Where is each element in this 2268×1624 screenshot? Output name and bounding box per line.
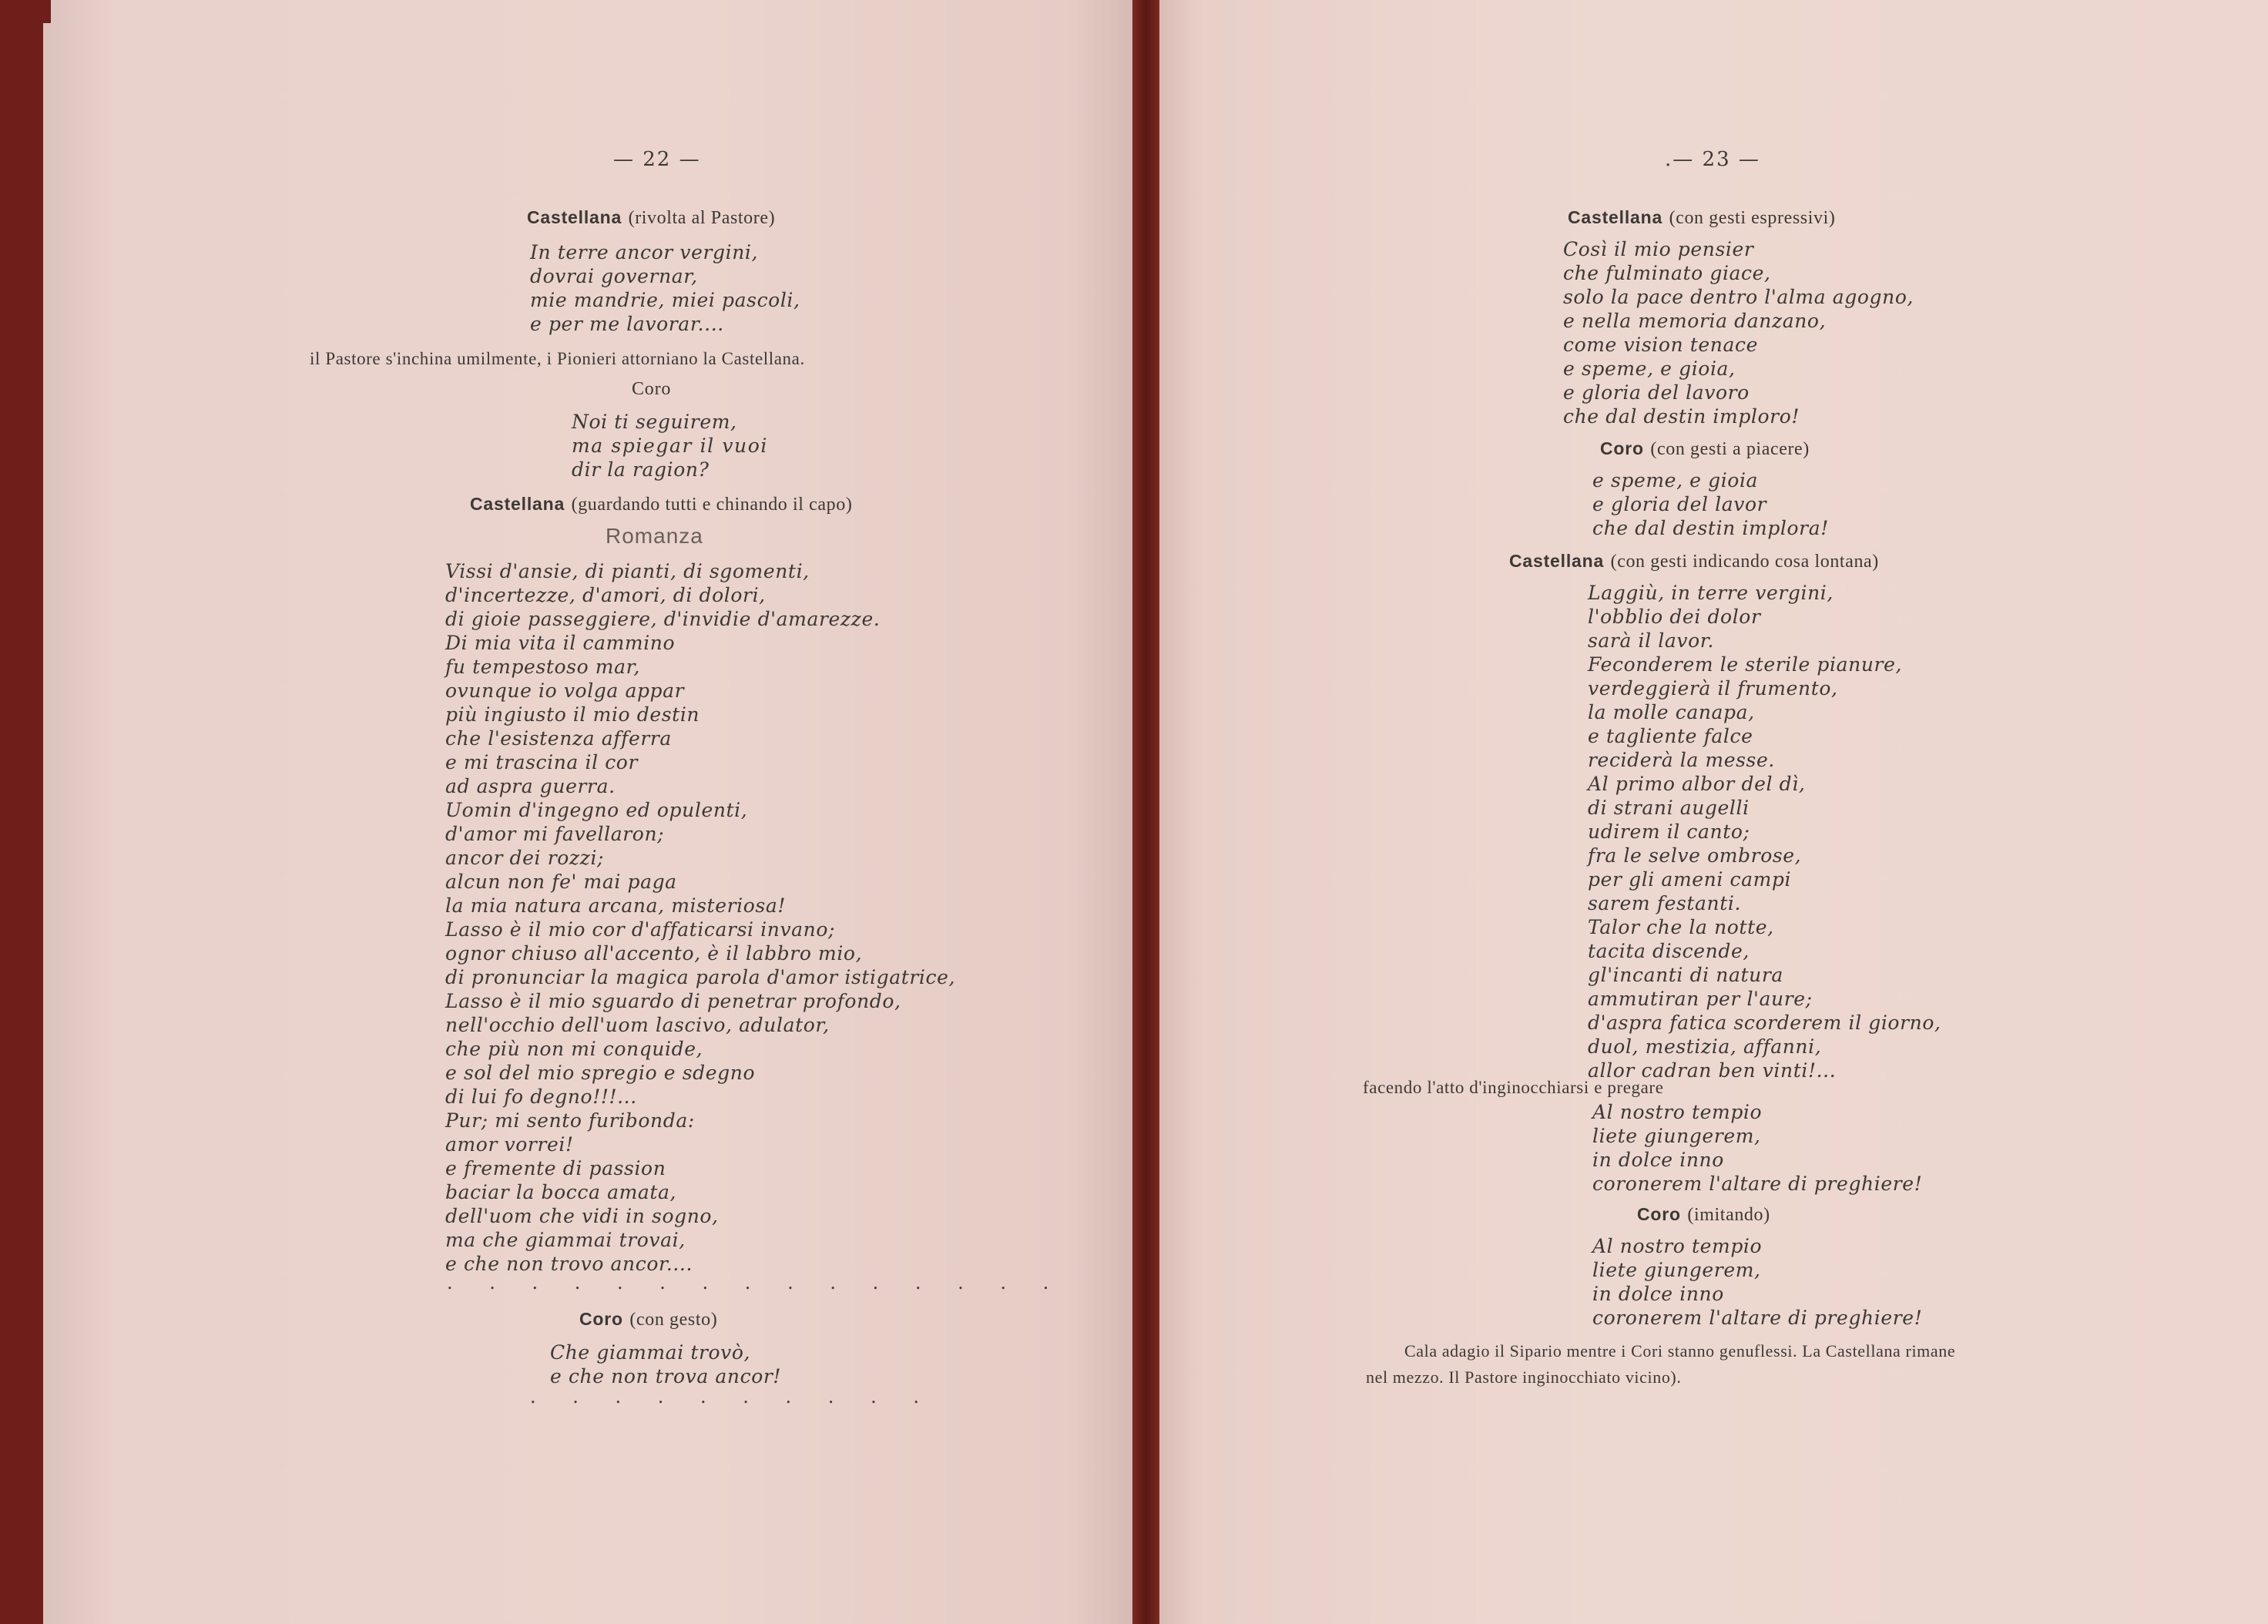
verse-line: ognor chiuso all'accento, è il labbro mio, bbox=[445, 942, 863, 965]
verse-line: fra le selve ombrose, bbox=[1588, 844, 1802, 867]
verse-line: Pur; mi sento furibonda: bbox=[445, 1109, 695, 1132]
verse-line: d'incertezze, d'amori, di dolori, bbox=[445, 584, 766, 606]
verse-line: sarem festanti. bbox=[1588, 892, 1742, 914]
speaker-coro: Coro bbox=[1637, 1204, 1681, 1224]
stage-direction: il Pastore s'inchina umilmente, i Pionieri attorniano la Castellana. bbox=[310, 349, 805, 368]
verse-line: che l'esistenza afferra bbox=[445, 727, 672, 750]
direction-guardando: (guardando tutti e chinando il capo) bbox=[571, 495, 853, 515]
book-gutter bbox=[1132, 0, 1159, 1624]
verse-line: e nella memoria danzano, bbox=[1563, 310, 1827, 332]
verse-line: Al nostro tempio bbox=[1592, 1101, 1763, 1123]
verse-line: la mia natura arcana, misteriosa! bbox=[445, 894, 786, 917]
verse-line: di pronunciar la magica parola d'amor istigatrice, bbox=[445, 966, 956, 988]
verse-line: ovunque io volga appar bbox=[445, 679, 685, 702]
verse-line: che dal destin imploro! bbox=[1563, 405, 1800, 428]
verse-line: tacita discende, bbox=[1588, 940, 1750, 962]
speaker-castellana: Castellana bbox=[1568, 207, 1663, 227]
verse-line: alcun non fe' mai paga bbox=[445, 871, 677, 893]
verse-line: baciar la bocca amata, bbox=[445, 1181, 677, 1203]
direction-rivolta: (rivolta al Pastore) bbox=[628, 208, 776, 228]
verse-line: e tagliente falce bbox=[1588, 725, 1753, 747]
verse-line: Di mia vita il cammino bbox=[445, 632, 676, 654]
verse-line: d'aspra fatica scorderem il giorno, bbox=[1588, 1012, 1941, 1034]
page-number-23: .— 23 — bbox=[1665, 148, 1760, 171]
speaker-coro: Coro bbox=[579, 1309, 623, 1329]
castellana-cue bbox=[527, 205, 775, 230]
verse-line: e per me lavorar.... bbox=[530, 313, 724, 335]
verse-line: fu tempestoso mar, bbox=[445, 656, 640, 678]
verse-line: e mi trascina il cor bbox=[445, 751, 639, 773]
castellana-cue bbox=[1568, 205, 1835, 230]
verse-line: liete giungerem, bbox=[1592, 1259, 1761, 1281]
romanza-title: Romanza bbox=[606, 524, 703, 548]
verse-line: Noi ti seguirem, bbox=[572, 411, 737, 433]
verse-line: di gioie passeggiere, d'invidie d'amarezze. bbox=[445, 608, 881, 630]
castellana-cue-2 bbox=[1509, 549, 1879, 574]
verse-line: e sol del mio spregio e sdegno bbox=[445, 1062, 756, 1084]
verse-line: e gloria del lavor bbox=[1592, 493, 1767, 515]
verse-line: dell'uom che vidi in sogno, bbox=[445, 1205, 719, 1227]
verse-line: Uomin d'ingegno ed opulenti, bbox=[445, 799, 748, 821]
verse-line: ma che giammai trovai, bbox=[445, 1229, 686, 1251]
verse-line: in dolce inno bbox=[1592, 1149, 1724, 1171]
verse-line: Al primo albor del dì, bbox=[1588, 773, 1806, 795]
verse-line: Talor che la notte, bbox=[1588, 916, 1774, 938]
verse-line: verdeggierà il frumento, bbox=[1588, 677, 1838, 700]
verse-line: e che non trovo ancor.... bbox=[445, 1253, 693, 1275]
ellipsis-dots: . . . . . . . . . . . . . . . bbox=[447, 1272, 1065, 1293]
verse-line: ammutiran per l'aure; bbox=[1588, 988, 1813, 1010]
verse-line: gl'incanti di natura bbox=[1588, 964, 1783, 986]
speaker-castellana: Castellana bbox=[1509, 551, 1605, 571]
verse-line: l'obblio dei dolor bbox=[1588, 606, 1761, 628]
verse-line: ma spiegar il vuoi bbox=[572, 435, 768, 457]
verse-line: In terre ancor vergini, bbox=[530, 241, 759, 263]
right-page bbox=[1159, 0, 2268, 1624]
verse-line: e che non trova ancor! bbox=[550, 1365, 782, 1387]
left-page bbox=[51, 0, 1132, 1624]
verse-line: più ingiusto il mio destin bbox=[445, 703, 700, 726]
verse-line: sarà il lavor. bbox=[1588, 629, 1715, 652]
verse-line: Laggiù, in terre vergini, bbox=[1588, 582, 1834, 604]
verse-line: che dal destin implora! bbox=[1592, 517, 1829, 539]
page-number-22: — 22 — bbox=[613, 148, 701, 171]
verse-line: mie mandrie, miei pascoli, bbox=[530, 289, 800, 311]
final-stage-direction: nel mezzo. Il Pastore inginocchiato vicino). bbox=[1366, 1367, 1682, 1387]
ellipsis-dots: . . . . . . . . . . bbox=[530, 1386, 934, 1408]
verse-line: ad aspra guerra. bbox=[445, 775, 616, 797]
verse-line: dir la ragion? bbox=[572, 458, 710, 481]
verse-line: d'amor mi favellaron; bbox=[445, 823, 665, 845]
verse-line: e gloria del lavoro bbox=[1563, 381, 1750, 404]
coro-cue bbox=[1600, 436, 1810, 461]
speaker-castellana: Castellana bbox=[470, 494, 565, 514]
verse-line: Che giammai trovò, bbox=[550, 1341, 751, 1364]
coro-cue-2 bbox=[1637, 1202, 1770, 1227]
castellana-cue-2 bbox=[470, 492, 852, 517]
speaker-castellana: Castellana bbox=[527, 207, 622, 227]
verse-line: Lasso è il mio cor d'affaticarsi invano; bbox=[445, 918, 836, 941]
direction-espressivi: (con gesti espressivi) bbox=[1669, 208, 1836, 228]
verse-line: la molle canapa, bbox=[1588, 701, 1755, 723]
verse-line: Feconderem le sterile pianure, bbox=[1588, 653, 1903, 676]
final-stage-direction: Cala adagio il Sipario mentre i Cori stanno genuflessi. La Castellana rimane bbox=[1404, 1341, 1956, 1361]
verse-line: dovrai governar, bbox=[530, 265, 698, 287]
verse-line: nell'occhio dell'uom lascivo, adulator, bbox=[445, 1014, 830, 1036]
verse-line: e speme, e gioia, bbox=[1563, 357, 1736, 380]
speaker-coro: Coro bbox=[1600, 438, 1644, 458]
verse-line: che più non mi conquide, bbox=[445, 1038, 703, 1060]
verse-line: Vissi d'ansie, di pianti, di sgomenti, bbox=[445, 560, 810, 582]
verse-line: ancor dei rozzi; bbox=[445, 847, 605, 869]
verse-line: di lui fo degno!!!... bbox=[445, 1085, 637, 1108]
verse-line: udirem il canto; bbox=[1588, 820, 1750, 843]
verse-line: per gli ameni campi bbox=[1588, 868, 1792, 891]
verse-line: Al nostro tempio bbox=[1592, 1235, 1763, 1257]
verse-line: solo la pace dentro l'alma agogno, bbox=[1563, 286, 1914, 308]
verse-line: che fulminato giace, bbox=[1563, 262, 1771, 284]
verse-line: di strani augelli bbox=[1588, 797, 1750, 819]
coro-cue-2 bbox=[579, 1307, 717, 1332]
verse-line: coronerem l'altare di preghiere! bbox=[1592, 1173, 1923, 1195]
verse-line: amor vorrei! bbox=[445, 1133, 574, 1156]
direction-imitando: (imitando) bbox=[1687, 1205, 1770, 1225]
verse-line: e speme, e gioia bbox=[1592, 469, 1759, 492]
verse-line: come vision tenace bbox=[1563, 334, 1758, 356]
stage-direction-kneel: facendo l'atto d'inginocchiarsi e pregare bbox=[1363, 1078, 1664, 1097]
direction-con-gesto: (con gesto) bbox=[629, 1310, 718, 1330]
direction-lontana: (con gesti indicando cosa lontana) bbox=[1610, 552, 1879, 572]
verse-line: allor cadran ben vinti!... bbox=[1588, 1059, 1837, 1082]
verse-line: Così il mio pensier bbox=[1563, 238, 1754, 260]
verse-line: coronerem l'altare di preghiere! bbox=[1592, 1307, 1923, 1329]
speaker-coro: Coro bbox=[632, 379, 672, 399]
verse-line: e fremente di passion bbox=[445, 1157, 666, 1179]
verse-line: in dolce inno bbox=[1592, 1283, 1724, 1305]
verse-line: liete giungerem, bbox=[1592, 1125, 1761, 1147]
verse-line: duol, mestizia, affanni, bbox=[1588, 1035, 1822, 1058]
verse-line: reciderà la messe. bbox=[1588, 749, 1775, 771]
verse-line: Lasso è il mio sguardo di penetrar profondo, bbox=[445, 990, 901, 1012]
direction-a-piacere: (con gesti a piacere) bbox=[1650, 439, 1810, 459]
